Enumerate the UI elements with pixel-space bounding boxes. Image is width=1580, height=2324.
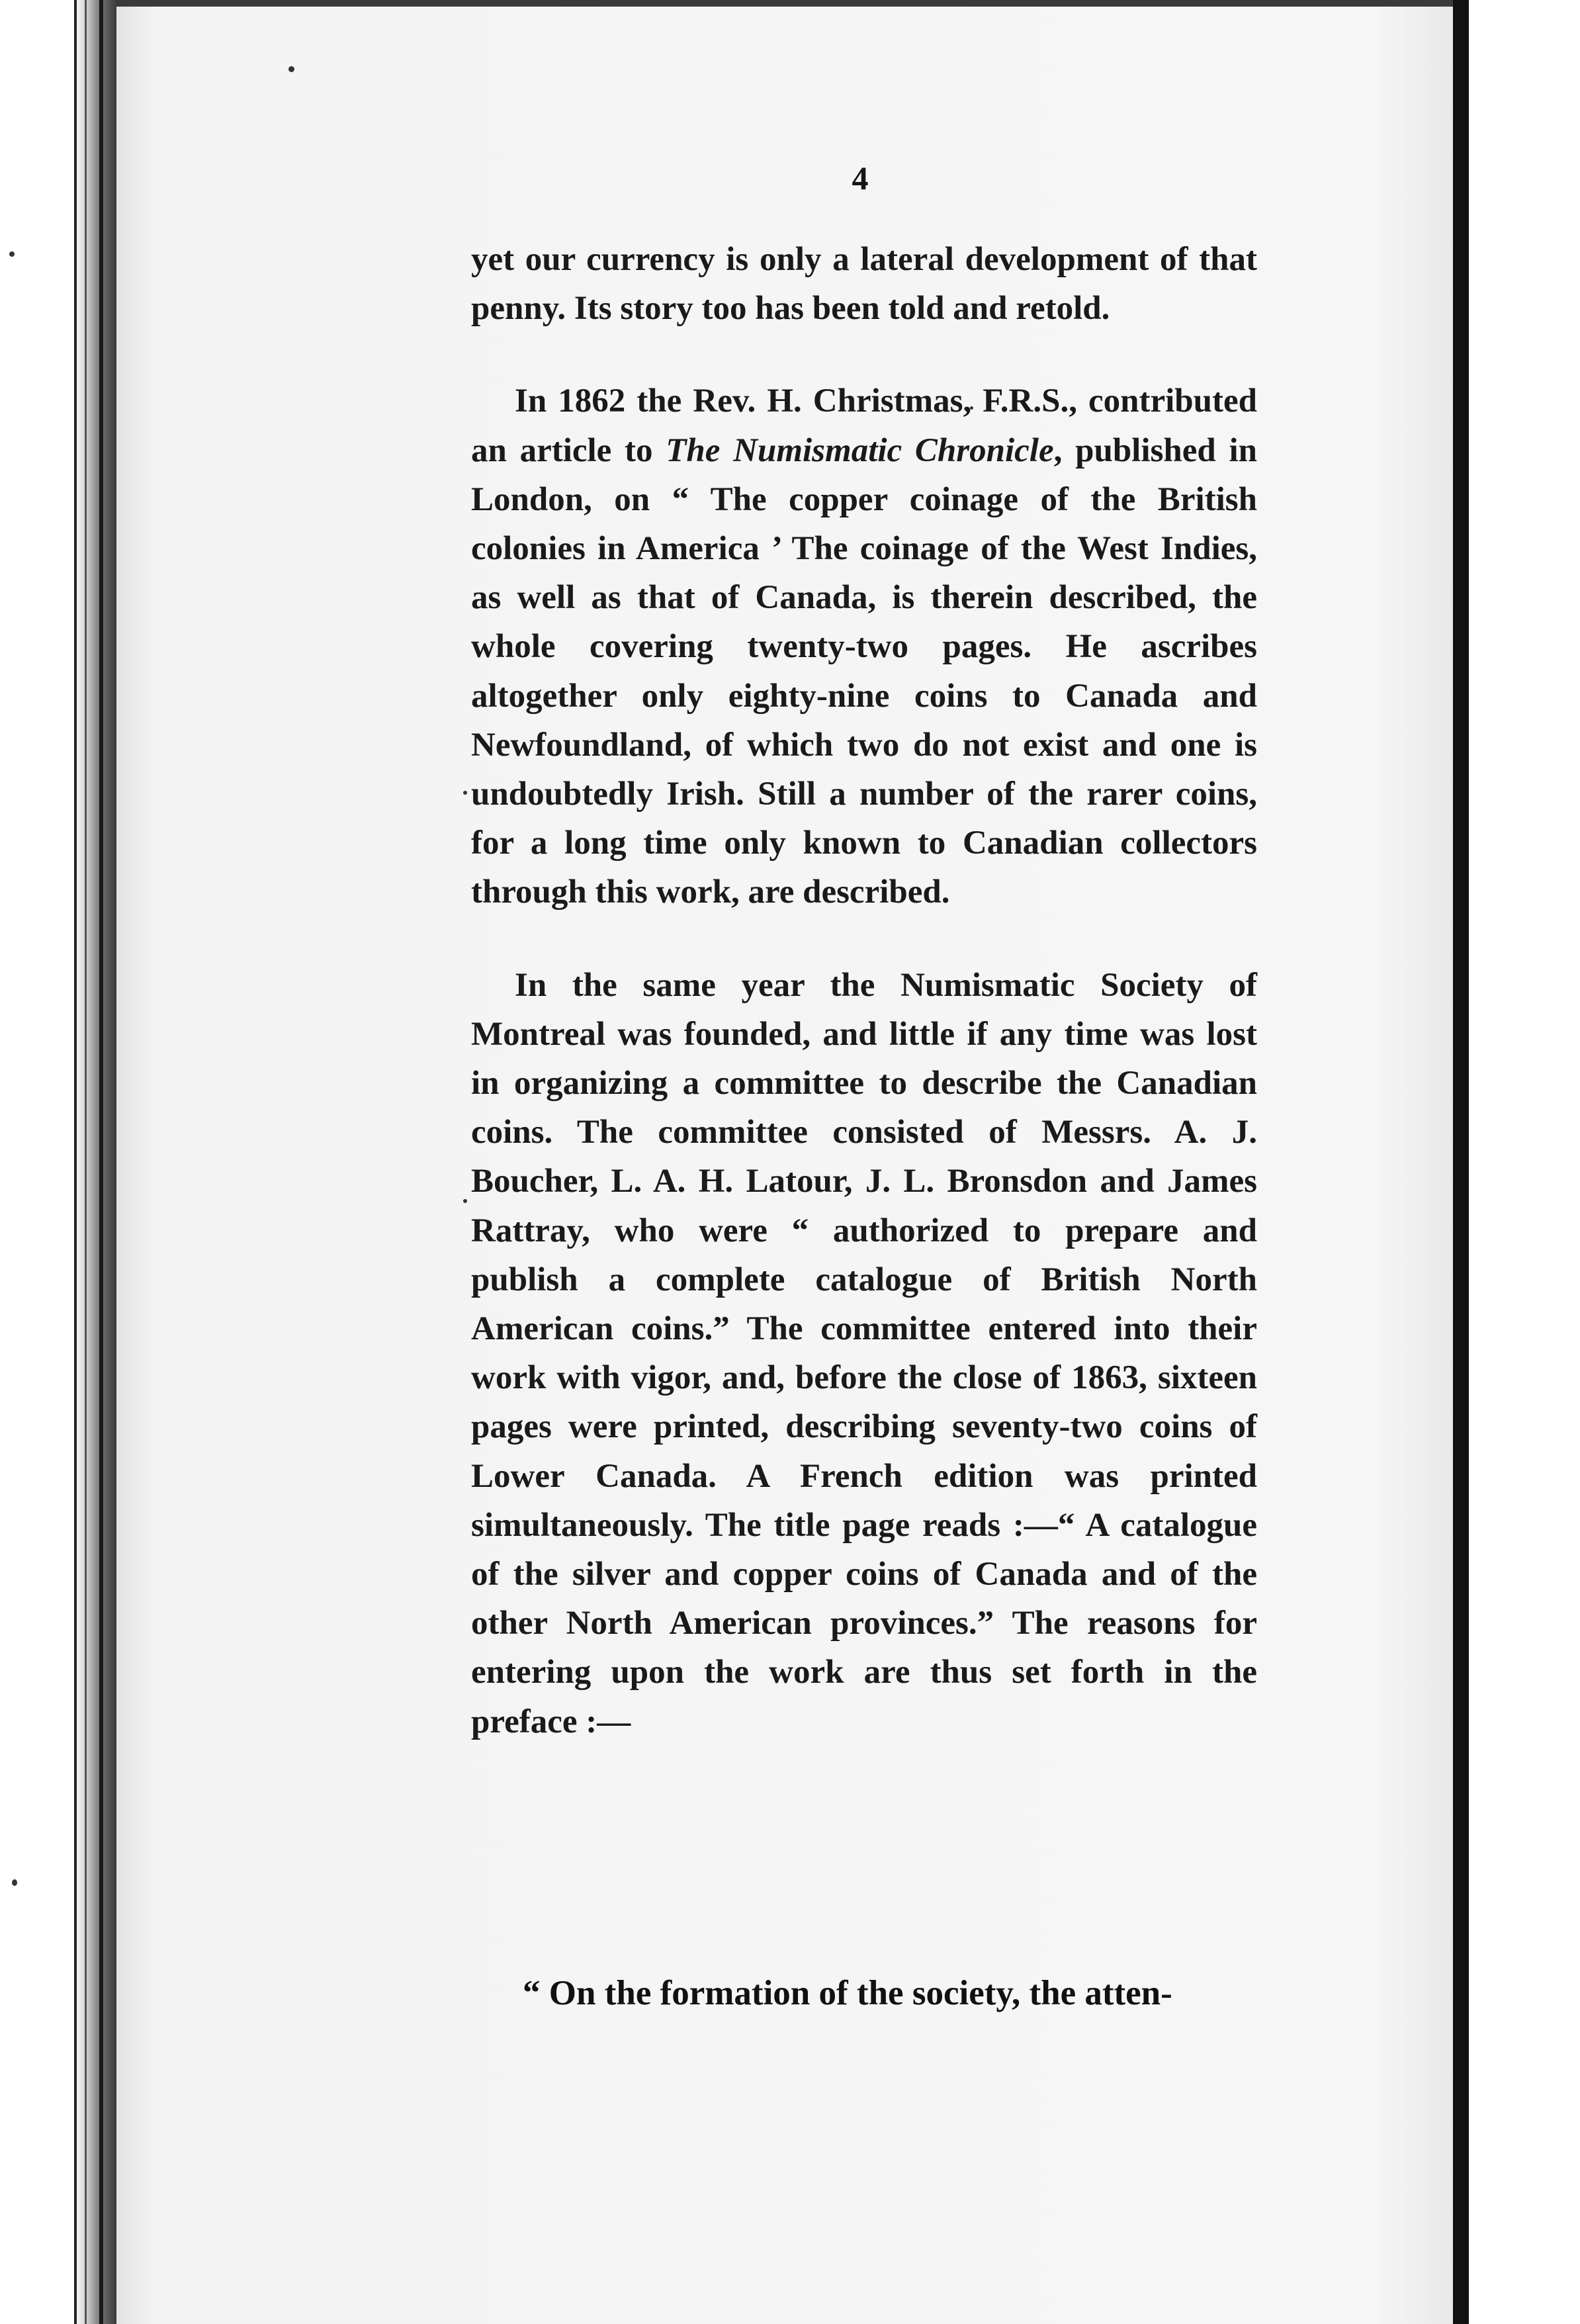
scan-speck — [463, 1199, 467, 1203]
scan-speck — [12, 1879, 17, 1886]
paragraph: yet our currency is only a lateral development of that penny. Its story too has been told and retold. — [471, 241, 1257, 328]
body-text — [471, 235, 1257, 1746]
paragraph — [471, 377, 1257, 916]
scan-speck — [463, 791, 467, 795]
page-top-edge — [116, 0, 1453, 7]
paragraph-text: In 1862 the Rev. H. Christmas, F.R.S., contributed an article to — [471, 382, 1257, 469]
journal-title: The Numismatic Chronicle — [666, 431, 1054, 469]
paragraph-text: , published in London, on “ The copper coinage of the British colonies in America ’ The coinage of the West Indies, as well as that of Canada, is therein described, the whole covering twenty-two pages. He ascribes altogether only eighty-nine coins to Canada and Newfoundland, of which two do not exist and one is undoubtedly Irish. Still a number of the rarer coins, for a long time only known to Canadian collectors through this work, are described. — [471, 431, 1257, 911]
binding-gutter — [0, 0, 116, 2324]
gutter-rule — [85, 0, 87, 2324]
adjacent-page-edge — [1453, 0, 1580, 2324]
scan-speck — [9, 251, 15, 257]
gutter-rule — [74, 0, 77, 2324]
page-number: 4 — [852, 159, 869, 197]
paragraph: In the same year the Numismatic Society of Montreal was founded, and little if any time was lost in organizing a committee to describe the Canadian coins. The committee consisted of Messrs. A. J. Boucher, L. A. H. Latour, J. L. Bronsdon and James Rattray, who were “ authorized to prepare and publish a complete catalogue of British North American coins.” The committee entered into their work with vigor, and, before the close of 1863, sixteen pages were printed, describing seventy-two coins of Lower Canada. A French edition was printed simultaneously. The title page reads :—“ A catalogue of the silver and copper coins of Canada and of the other North American provinces.” The reasons for entering upon the work are thus set forth in the preface :— — [471, 966, 1257, 1740]
closing-quote-line: “ On the formation of the society, the atten- — [523, 1974, 1172, 2012]
scan-speck — [288, 66, 294, 72]
gutter-rule — [99, 0, 103, 2324]
page-fold-shadow — [1453, 0, 1469, 2324]
